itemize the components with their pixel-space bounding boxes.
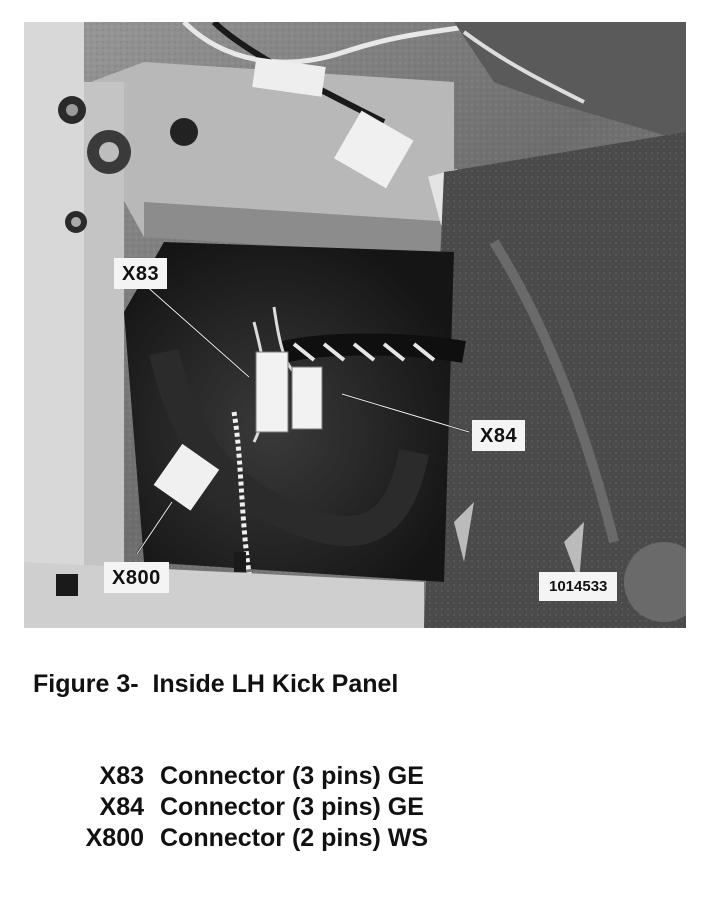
callout-x83: X83 — [114, 258, 167, 289]
connector-legend — [60, 762, 428, 853]
kick-panel-photo — [24, 22, 686, 628]
callout-x84: X84 — [472, 420, 525, 451]
legend-code: X83 — [99, 762, 144, 790]
callout-x800: X800 — [104, 562, 169, 593]
legend-description: Connector (2 pins) WS — [160, 824, 429, 852]
legend-description: Connector (3 pins) GE — [160, 793, 424, 821]
legend-code: X84 — [99, 793, 144, 821]
legend-description: Connector (3 pins) GE — [160, 762, 424, 790]
legend-code: X800 — [85, 824, 144, 852]
figure-caption: Figure 3- Inside LH Kick Panel — [33, 670, 399, 698]
figure-reference-number: 1014533 — [539, 572, 617, 601]
